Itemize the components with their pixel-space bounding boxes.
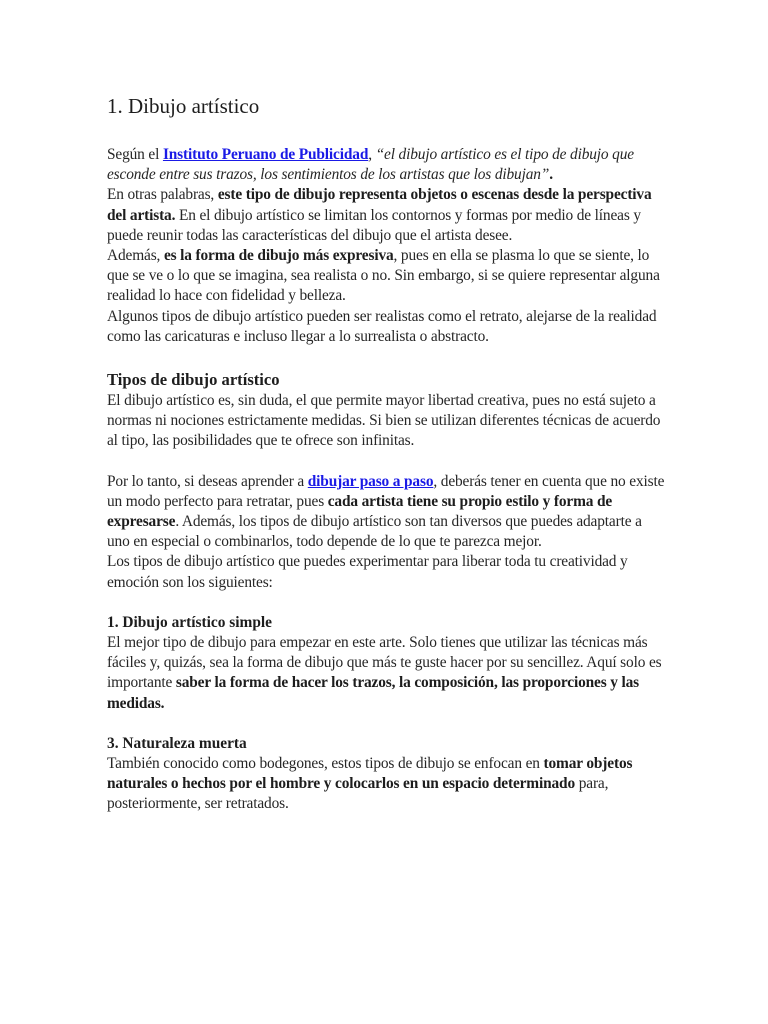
intro-comma: ,	[368, 146, 376, 163]
p5-bold: cada artista tiene su propio estilo y forma de expresarse	[107, 492, 613, 531]
paragraph-1	[107, 185, 668, 246]
spacer	[107, 452, 668, 472]
dibujar-paso-a-paso-link[interactable]: dibujar paso a paso	[307, 472, 434, 490]
subsection-title-2: 3. Naturaleza muerta	[107, 734, 247, 752]
p2-text-c: , pues en ella se plasma lo que se siente, lo que se ve o lo que se imagina, sea realista o no. Sin embargo, si se quiere representar alguna realidad lo hace con fidelidad y belleza.	[107, 247, 660, 305]
subsection-1-paragraph	[107, 633, 668, 714]
page-title: 1. Dibujo artístico	[107, 94, 260, 118]
p2-text-a: Además,	[107, 247, 164, 265]
section-title: Tipos de dibujo artístico	[107, 370, 280, 390]
sub1-text-a: El mejor tipo de dibujo para empezar en este arte. Solo tienes que utilizar las técnicas más fáciles y, quizás, sea la forma de dibujo que más te guste hacer por su sencillez. Aquí solo es importante	[107, 634, 662, 692]
p2-bold: es la forma de dibujo más expresiva	[163, 247, 394, 265]
intro-prefix: Según el	[107, 146, 163, 163]
paragraph-3: Algunos tipos de dibujo artístico pueden ser realistas como el retrato, alejarse de la realidad como las caricaturas e incluso llegar a lo surrealista o abstracto.	[107, 307, 657, 345]
paragraph-4: El dibujo artístico es, sin duda, el que permite mayor libertad creativa, pues no está sujeto a normas ni nociones estrictamente medidas. Si bien se utilizan diferentes técnicas de acuerdo al tipo, las posibilidades que te ofrece son infinitas.	[107, 392, 661, 450]
sub1-bold: saber la forma de hacer los trazos, la composición, las proporciones y las medidas.	[107, 674, 640, 712]
p1-text-a: En otras palabras,	[107, 186, 218, 204]
instituto-link[interactable]: Instituto Peruano de Publicidad	[162, 146, 369, 163]
p5-text-d: . Además, los tipos de dibujo artístico son tan diversos que puedes adaptarte a uno en especial o combinarlos, todo depende de lo que te parezca mejor.	[107, 513, 642, 551]
sub2-text-c: para, posteriormente, ser retratados.	[107, 775, 609, 813]
intro-quote: “el dibujo artístico es el tipo de dibujo que esconde entre sus trazos, los sentimientos de los artistas que los dibujan”	[107, 146, 634, 184]
intro-paragraph	[107, 145, 668, 185]
p1-bold: este tipo de dibujo representa objetos o escenas desde la perspectiva del artista.	[107, 186, 652, 224]
subsection-title-1: 1. Dibujo artístico simple	[107, 613, 273, 631]
sub2-text-a: También conocido como bodegones, estos tipos de dibujo se enfocan en	[107, 755, 544, 773]
p5-text-b: , deberás tener en cuenta que no existe un modo perfecto para retratar, pues	[107, 472, 665, 510]
paragraph-2	[107, 246, 668, 307]
subsection-2-paragraph	[107, 754, 668, 815]
p5-text-a: Por lo tanto, si deseas aprender a	[107, 472, 308, 490]
spacer	[107, 714, 668, 734]
paragraph-5	[107, 472, 668, 553]
p1-text-c: En el dibujo artístico se limitan los contornos y formas por medio de líneas y puede reunir todas las características del dibujo que el artista desee.	[107, 206, 641, 244]
paragraph-6: Los tipos de dibujo artístico que puedes experimentar para liberar toda tu creatividad y emoción son los siguientes:	[107, 553, 628, 591]
spacer	[107, 593, 668, 613]
sub2-bold: tomar objetos naturales o hechos por el hombre y colocarlos en un espacio determinado	[107, 755, 633, 793]
intro-period: .	[549, 166, 553, 184]
